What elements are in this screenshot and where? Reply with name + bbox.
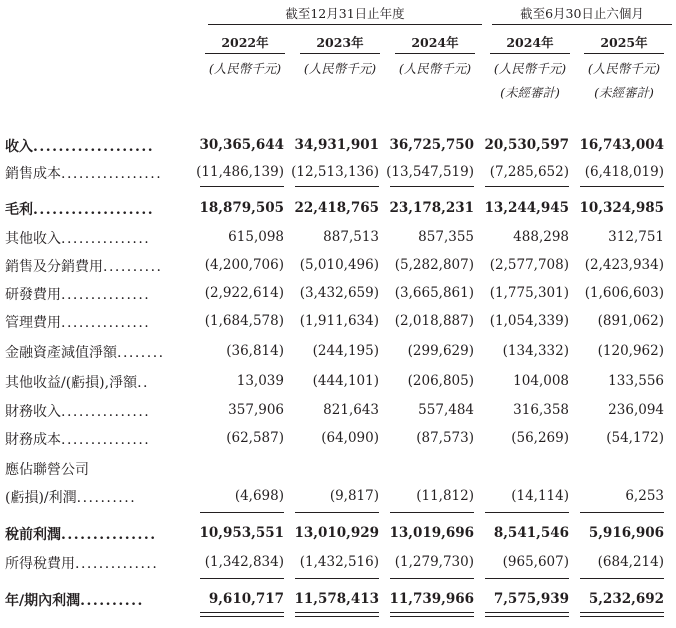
row-value-col-2: 11,578,413 — [294, 591, 379, 607]
row-value-col-4: 7,575,939 — [493, 591, 569, 607]
row-value-col-4: (14,114) — [511, 488, 569, 504]
row-label-text: 其他收益/(虧損),淨額 — [5, 375, 138, 391]
row-value-col-4: 8,541,546 — [493, 525, 569, 541]
row-value-col-3: (5,282,807) — [394, 257, 474, 273]
subtotal-rule — [390, 512, 474, 513]
row-value-col-3: 11,739,966 — [389, 591, 474, 607]
row-value-col-4: (965,607) — [502, 554, 569, 570]
row-label-text: 銷售及分銷費用 — [5, 259, 103, 275]
row-value-col-4: 13,244,945 — [484, 200, 569, 216]
row-value-col-2: 34,931,901 — [294, 137, 379, 153]
row-value-col-4: (7,285,652) — [489, 164, 569, 180]
row-value-col-5: (684,214) — [597, 554, 664, 570]
subtotal-rule — [485, 578, 569, 579]
row-label — [5, 199, 191, 219]
row-value-col-4: 488,298 — [513, 229, 569, 245]
row-label-text: 年/期內利潤 — [5, 593, 81, 609]
column-year-rule-1 — [205, 53, 285, 54]
column-year-3: 2024年 — [411, 35, 459, 50]
row-value-col-5: (891,062) — [597, 313, 664, 329]
column-unit-5: (人民幣千元) — [587, 61, 661, 76]
row-value-col-4: 20,530,597 — [484, 137, 569, 153]
row-leader-dots: .......... — [103, 259, 163, 275]
subtotal-rule — [580, 512, 664, 513]
row-label — [5, 372, 191, 392]
row-value-col-4: (1,775,301) — [489, 285, 569, 301]
row-label-text: 稅前利潤 — [5, 527, 61, 543]
row-value-col-3: (1,279,730) — [394, 554, 474, 570]
subtotal-rule — [295, 512, 379, 513]
column-unit-3: (人民幣千元) — [398, 61, 472, 76]
row-leader-dots: ............... — [61, 527, 157, 543]
row-value-col-3: 23,178,231 — [389, 200, 474, 216]
row-leader-dots: ............... — [61, 287, 151, 303]
column-year-1: 2022年 — [221, 35, 269, 50]
row-leader-dots: ............... — [61, 315, 151, 331]
row-label — [5, 284, 191, 304]
row-leader-dots: ................... — [33, 202, 155, 218]
row-label — [5, 401, 191, 421]
row-leader-dots: .......... — [76, 490, 137, 506]
row-value-col-1: 13,039 — [236, 373, 284, 389]
row-value-col-3: (3,665,861) — [394, 285, 474, 301]
row-label — [5, 429, 191, 449]
row-value-col-5: 312,751 — [608, 229, 664, 245]
row-value-col-2: 887,513 — [323, 229, 379, 245]
row-value-col-1: (62,587) — [226, 430, 284, 446]
row-leader-dots: ............... — [61, 404, 151, 420]
row-label-text: 毛利 — [5, 202, 33, 218]
row-value-col-2: (64,090) — [321, 430, 379, 446]
subtotal-rule — [200, 186, 284, 187]
column-year-rule-5 — [584, 53, 664, 54]
column-unit-1: (人民幣千元) — [208, 61, 282, 76]
row-value-col-2: (1,432,516) — [299, 554, 379, 570]
group-title-interim: 截至6月30日止六個月 — [520, 6, 644, 21]
group-title-annual: 截至12月31日止年度 — [285, 6, 405, 21]
row-leader-dots: ............... — [61, 432, 151, 448]
row-label-text: 研發費用 — [5, 287, 61, 303]
row-value-col-5: (54,172) — [606, 430, 664, 446]
row-value-col-3: 557,484 — [418, 402, 474, 418]
row-value-col-5: (6,418,019) — [584, 164, 664, 180]
row-label — [5, 590, 191, 610]
row-value-col-2: 13,010,929 — [294, 525, 379, 541]
subtotal-rule — [390, 578, 474, 579]
column-year-rule-4 — [490, 53, 570, 54]
column-note-5: (未經審計) — [594, 85, 654, 100]
row-value-col-1: 615,098 — [228, 229, 284, 245]
total-double-rule — [580, 612, 664, 617]
row-value-col-2: (12,513,136) — [291, 164, 379, 180]
subtotal-rule — [200, 578, 284, 579]
row-value-col-1: 30,365,644 — [199, 137, 284, 153]
column-unit-4: (人民幣千元) — [493, 61, 567, 76]
row-value-col-1: (36,814) — [226, 343, 284, 359]
row-value-col-1: 9,610,717 — [208, 591, 284, 607]
row-label-text: 金融資產減值淨額 — [5, 345, 117, 361]
row-label-text: 管理費用 — [5, 315, 61, 331]
subtotal-rule — [390, 186, 474, 187]
row-leader-dots: ............... — [61, 231, 151, 247]
subtotal-rule — [295, 186, 379, 187]
subtotal-rule — [580, 578, 664, 579]
subtotal-rule — [580, 186, 664, 187]
row-value-col-1: (1,342,834) — [204, 554, 284, 570]
row-value-col-1: (4,698) — [234, 488, 284, 504]
row-value-col-4: 104,008 — [513, 373, 569, 389]
row-value-col-3: (11,812) — [416, 488, 474, 504]
subtotal-rule — [295, 578, 379, 579]
row-value-col-2: (244,195) — [312, 343, 379, 359]
column-year-2: 2023年 — [316, 35, 364, 50]
row-value-col-1: 357,906 — [228, 402, 284, 418]
row-label — [5, 553, 191, 573]
row-value-col-3: (299,629) — [407, 343, 474, 359]
row-label — [5, 342, 191, 362]
row-label — [5, 524, 191, 544]
row-value-col-3: (87,573) — [416, 430, 474, 446]
row-value-col-1: (11,486,139) — [196, 164, 284, 180]
row-value-col-2: (9,817) — [329, 488, 379, 504]
row-leader-dots: ........ — [117, 345, 165, 361]
row-value-col-1: (1,684,578) — [204, 313, 284, 329]
row-value-col-4: (56,269) — [511, 430, 569, 446]
row-label — [5, 459, 191, 479]
row-value-col-5: 236,094 — [608, 402, 664, 418]
column-unit-2: (人民幣千元) — [303, 61, 377, 76]
row-leader-dots: ................... — [33, 139, 155, 155]
row-label — [5, 163, 191, 183]
row-value-col-4: (1,054,339) — [489, 313, 569, 329]
column-year-rule-2 — [300, 53, 380, 54]
row-value-col-5: 5,232,692 — [588, 591, 664, 607]
row-label-text: 財務成本 — [5, 432, 61, 448]
row-value-col-3: (2,018,887) — [394, 313, 474, 329]
total-double-rule — [295, 612, 379, 617]
row-value-col-5: (1,606,603) — [584, 285, 664, 301]
row-value-col-2: (5,010,496) — [299, 257, 379, 273]
row-value-col-3: 36,725,750 — [389, 137, 474, 153]
row-leader-dots: .............. — [75, 556, 159, 572]
row-value-col-3: (13,547,519) — [386, 164, 474, 180]
row-label — [5, 136, 191, 156]
row-label-text: 財務收入 — [5, 404, 61, 420]
row-label-text: 所得稅費用 — [5, 556, 75, 572]
row-label — [5, 228, 191, 248]
total-double-rule — [200, 612, 284, 617]
row-label — [5, 256, 191, 276]
row-value-col-2: (1,911,634) — [299, 313, 379, 329]
group-rule-annual — [208, 24, 482, 25]
row-value-col-2: (444,101) — [312, 373, 379, 389]
row-label-text: 收入 — [5, 139, 33, 155]
row-value-col-5: 6,253 — [625, 488, 664, 504]
row-value-col-5: 10,324,985 — [579, 200, 664, 216]
row-label-text: 應佔聯營公司 — [5, 462, 89, 478]
row-value-col-5: (2,423,934) — [584, 257, 664, 273]
row-leader-dots: .. — [137, 375, 149, 391]
row-value-col-1: 18,879,505 — [199, 200, 284, 216]
total-double-rule — [390, 612, 474, 617]
subtotal-rule — [200, 512, 284, 513]
column-year-rule-3 — [395, 53, 475, 54]
row-leader-dots: ................. — [61, 166, 163, 182]
row-value-col-5: 133,556 — [608, 373, 664, 389]
column-note-4: (未經審計) — [500, 85, 560, 100]
row-value-col-3: 13,019,696 — [389, 525, 474, 541]
row-value-col-3: (206,805) — [407, 373, 474, 389]
total-double-rule — [485, 612, 569, 617]
row-value-col-1: (4,200,706) — [204, 257, 284, 273]
subtotal-rule — [485, 186, 569, 187]
row-value-col-5: (120,962) — [597, 343, 664, 359]
row-value-col-4: (2,577,708) — [489, 257, 569, 273]
row-value-col-3: 857,355 — [418, 229, 474, 245]
column-year-5: 2025年 — [600, 35, 648, 50]
column-year-4: 2024年 — [506, 35, 554, 50]
row-leader-dots: .......... — [80, 593, 144, 609]
row-label-text: 銷售成本 — [5, 166, 61, 182]
row-label-text: (虧損)/利潤 — [5, 490, 77, 506]
row-label — [5, 487, 191, 507]
row-label — [5, 312, 191, 332]
row-label-text: 其他收入 — [5, 231, 61, 247]
row-value-col-1: (2,922,614) — [204, 285, 284, 301]
row-value-col-5: 16,743,004 — [579, 137, 664, 153]
row-value-col-2: 22,418,765 — [294, 200, 379, 216]
row-value-col-4: (134,332) — [502, 343, 569, 359]
subtotal-rule — [485, 512, 569, 513]
row-value-col-5: 5,916,906 — [588, 525, 664, 541]
row-value-col-2: (3,432,659) — [299, 285, 379, 301]
group-rule-interim — [492, 24, 672, 25]
row-value-col-1: 10,953,551 — [199, 525, 284, 541]
row-value-col-2: 821,643 — [323, 402, 379, 418]
row-value-col-4: 316,358 — [513, 402, 569, 418]
